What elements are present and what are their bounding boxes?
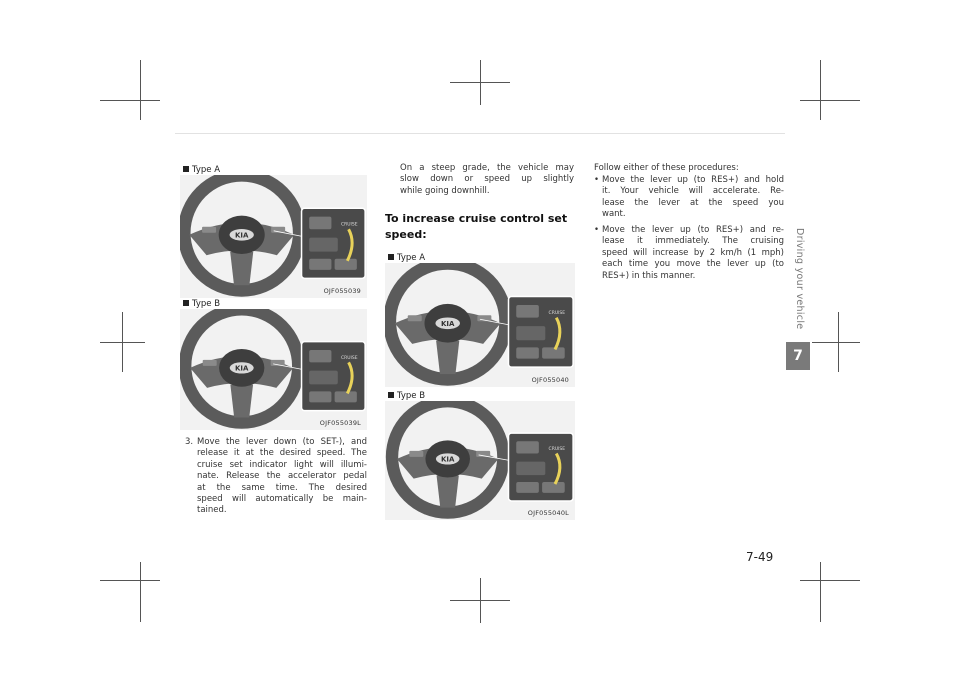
text-line: at the same time. The desired [197, 482, 367, 493]
figure-code: OJF055039L [319, 419, 361, 427]
text-line: while going downhill. [400, 185, 490, 196]
wheel-spoke [436, 341, 459, 375]
text-line: cruise set indicator light will illumi- [197, 459, 367, 470]
step-number: 3. [185, 437, 194, 447]
kia-logo-text: KIA [440, 319, 455, 328]
steering-wheel-figure-type-b [180, 309, 367, 430]
inset-button [542, 347, 565, 358]
text-line: speed will increase by 2 km/h (1 mph) [602, 247, 784, 258]
crop-mark [820, 60, 821, 120]
kia-logo-text: KIA [440, 455, 455, 464]
wheel-spoke [230, 385, 253, 418]
text-line: each time you move the lever up (to [602, 259, 784, 270]
kia-logo-text: KIA [234, 231, 249, 240]
text-line: Move the lever down (to SET-), and [197, 437, 367, 447]
wheel-spoke [437, 475, 459, 507]
inset-button [309, 391, 331, 402]
cruise-lever [516, 462, 545, 476]
chapter-number-tab: 7 [786, 342, 810, 370]
text-line: tained. [197, 505, 227, 516]
steering-wheel-icon [385, 263, 575, 387]
text-line: release it at the desired speed. The [197, 448, 367, 459]
inset-button [516, 441, 539, 453]
crop-mark [122, 312, 123, 372]
text-line: speed will automatically be main- [197, 494, 367, 505]
steering-wheel-figure-type-a [180, 175, 367, 298]
crop-mark [812, 342, 860, 343]
step-3-text [197, 437, 367, 517]
inset-button [516, 482, 539, 493]
text-line: Move the lever up (to RES+) and re- [602, 225, 784, 235]
text-line: To increase cruise control set [385, 212, 568, 225]
wheel-button [408, 315, 422, 321]
text-line: RES+) in this manner. [602, 270, 696, 281]
wheel-spoke [230, 252, 253, 285]
text-line: lease the lever at the speed you [602, 197, 784, 208]
text-line: nate. Release the accelerator pedal [197, 471, 367, 482]
inset-button [309, 217, 331, 230]
inset-button [309, 259, 331, 270]
text-line: it. Your vehicle will accelerate. Re- [602, 186, 784, 197]
kia-logo-text: KIA [234, 364, 249, 373]
figure-type-label: Type B [183, 299, 220, 309]
wheel-button [203, 360, 217, 366]
crop-mark [480, 578, 481, 623]
cruise-lever [309, 371, 338, 385]
crop-mark [480, 60, 481, 105]
figure-code: OJF055040 [531, 376, 569, 384]
text-line: want. [602, 209, 626, 220]
steering-wheel-figure-type-a [385, 263, 575, 387]
procedures-intro: Follow either of these procedures: [594, 163, 739, 173]
text-line: speed: [385, 228, 427, 241]
steering-wheel-icon [385, 401, 575, 520]
wheel-button [202, 227, 216, 233]
section-heading [385, 211, 575, 243]
cruise-button-label: CRUISE [548, 447, 566, 453]
figure-code: OJF055039 [323, 287, 361, 295]
bullet-hold-lever: • Move the lever up (to RES+) and hold it. Your vehicle will accelerate. Re- lease the lever at the speed you want. [594, 175, 784, 220]
crop-mark [800, 580, 860, 581]
text-line: Move the lever up (to RES+) and hold [602, 175, 784, 185]
crop-mark [820, 562, 821, 622]
inset-button [335, 391, 357, 402]
cruise-lever [309, 238, 338, 252]
cruise-button-label: CRUISE [340, 355, 358, 361]
crop-mark [838, 312, 839, 372]
crop-mark [800, 100, 860, 101]
crop-mark [100, 580, 160, 581]
steep-grade-note [400, 163, 574, 197]
steering-wheel-icon [180, 309, 367, 430]
wheel-button [409, 451, 423, 457]
steering-wheel-figure-type-b [385, 401, 575, 520]
page-number: 7-49 [746, 550, 774, 564]
header-rule [175, 133, 785, 134]
crop-mark [140, 60, 141, 120]
cruise-button-label: CRUISE [340, 222, 358, 228]
figure-type-label: Type A [183, 165, 220, 175]
inset-button [309, 350, 331, 362]
bullet-tap-lever: • Move the lever up (to RES+) and re- lease it immediately. The cruising speed will increase by 2 km/h (1 mph) each time you move the lever up (to RES+) in this manner. [594, 225, 784, 281]
figure-code: OJF055040L [527, 509, 569, 517]
section-title-vertical: Driving your vehicle [794, 228, 805, 330]
text-line: slow down or speed up slightly [400, 174, 574, 185]
text-line: On a steep grade, the vehicle may [400, 163, 574, 173]
crop-mark [140, 562, 141, 622]
text-line: lease it immediately. The cruising [602, 236, 784, 247]
steering-wheel-icon [180, 175, 367, 298]
crop-mark [100, 100, 160, 101]
figure-type-label: Type A [388, 253, 425, 263]
inset-button [516, 347, 539, 358]
inset-button [516, 305, 539, 318]
cruise-button-label: CRUISE [548, 311, 566, 317]
cruise-lever [516, 326, 545, 340]
figure-type-label: Type B [388, 391, 425, 401]
inset-button [542, 482, 565, 493]
inset-button [335, 259, 357, 270]
